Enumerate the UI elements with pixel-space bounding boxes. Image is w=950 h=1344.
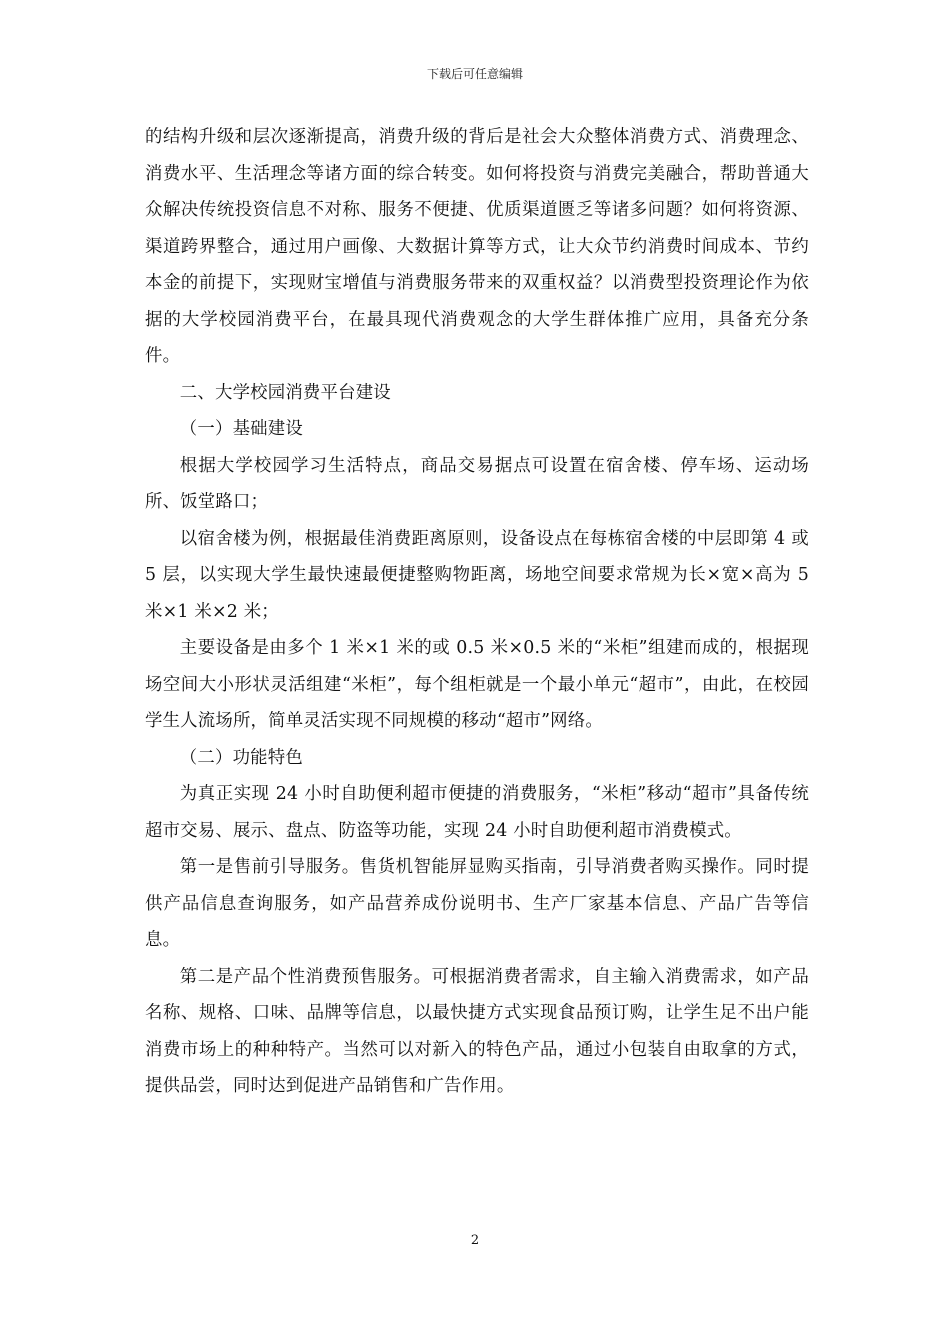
page-number: 2 [470,1233,480,1248]
page-header: 下载后可任意编辑 [426,67,523,81]
body-paragraph: 第二是产品个性消费预售服务。可根据消费者需求，自主输入消费需求，如产品名称、规格、口味、品牌等信息，以最快捷方式实现食品预订购，让学生足不出户能消费市场上的种种特产。当然可以对新入的特色产品，通过小包装自由取拿的方式，提供品尝，同时达到促进产品销售和广告作用。 [145,966,809,1096]
document-body [145,119,809,1105]
subsection-heading: （一）基础建设 [179,419,303,439]
body-paragraph: 主要设备是由多个 1 米×1 米的或 0.5 米×0.5 米的“米柜”组建而成的，根据现场空间大小形状灵活组建“米柜”，每个组柜就是一个最小单元“超市”，由此，在校园学生人流场所，简单灵活实现不同规模的移动“超市”网络。 [145,638,809,731]
body-paragraph: 为真正实现 24 小时自助便利超市便捷的消费服务，“米柜”移动“超市”具备传统超市交易、展示、盘点、防盗等功能，实现 24 小时自助便利超市消费模式。 [145,784,809,841]
subsection-heading: （二）功能特色 [179,747,303,768]
body-paragraph: 第一是售前引导服务。售货机智能屏显购买指南，引导消费者购买操作。同时提供产品信息查询服务，如产品营养成份说明书、生产厂家基本信息、产品广告等信息。 [145,857,809,950]
body-paragraph: 以宿舍楼为例，根据最佳消费距离原则，设备设点在每栋宿舍楼的中层即第 4 或 5 层，以实现大学生最快速最便捷整购物距离，场地空间要求常规为长×宽×高为 5 米×1 米×2 米； [145,528,809,622]
body-paragraph: 根据大学校园学习生活特点，商品交易据点可设置在宿舍楼、停车场、运动场所、饭堂路口； [145,455,809,512]
paragraph-continuation: 的结构升级和层次逐渐提高，消费升级的背后是社会大众整体消费方式、消费理念、消费水平、生活理念等诸方面的综合转变。如何将投资与消费完美融合，帮助普通大众解决传统投资信息不对称、服务不便捷、优质渠道匮乏等诸多问题？如何将资源、渠道跨界整合，通过用户画像、大数据计算等方式，让大众节约消费时间成本、节约本金的前提下，实现财宝增值与消费服务带来的双重权益？以消费型投资理论作为依据的大学校园消费平台，在最具现代消费观念的大学生群体推广应用，具备充分条件。 [145,127,809,366]
section-heading: 二、大学校园消费平台建设 [179,382,391,403]
